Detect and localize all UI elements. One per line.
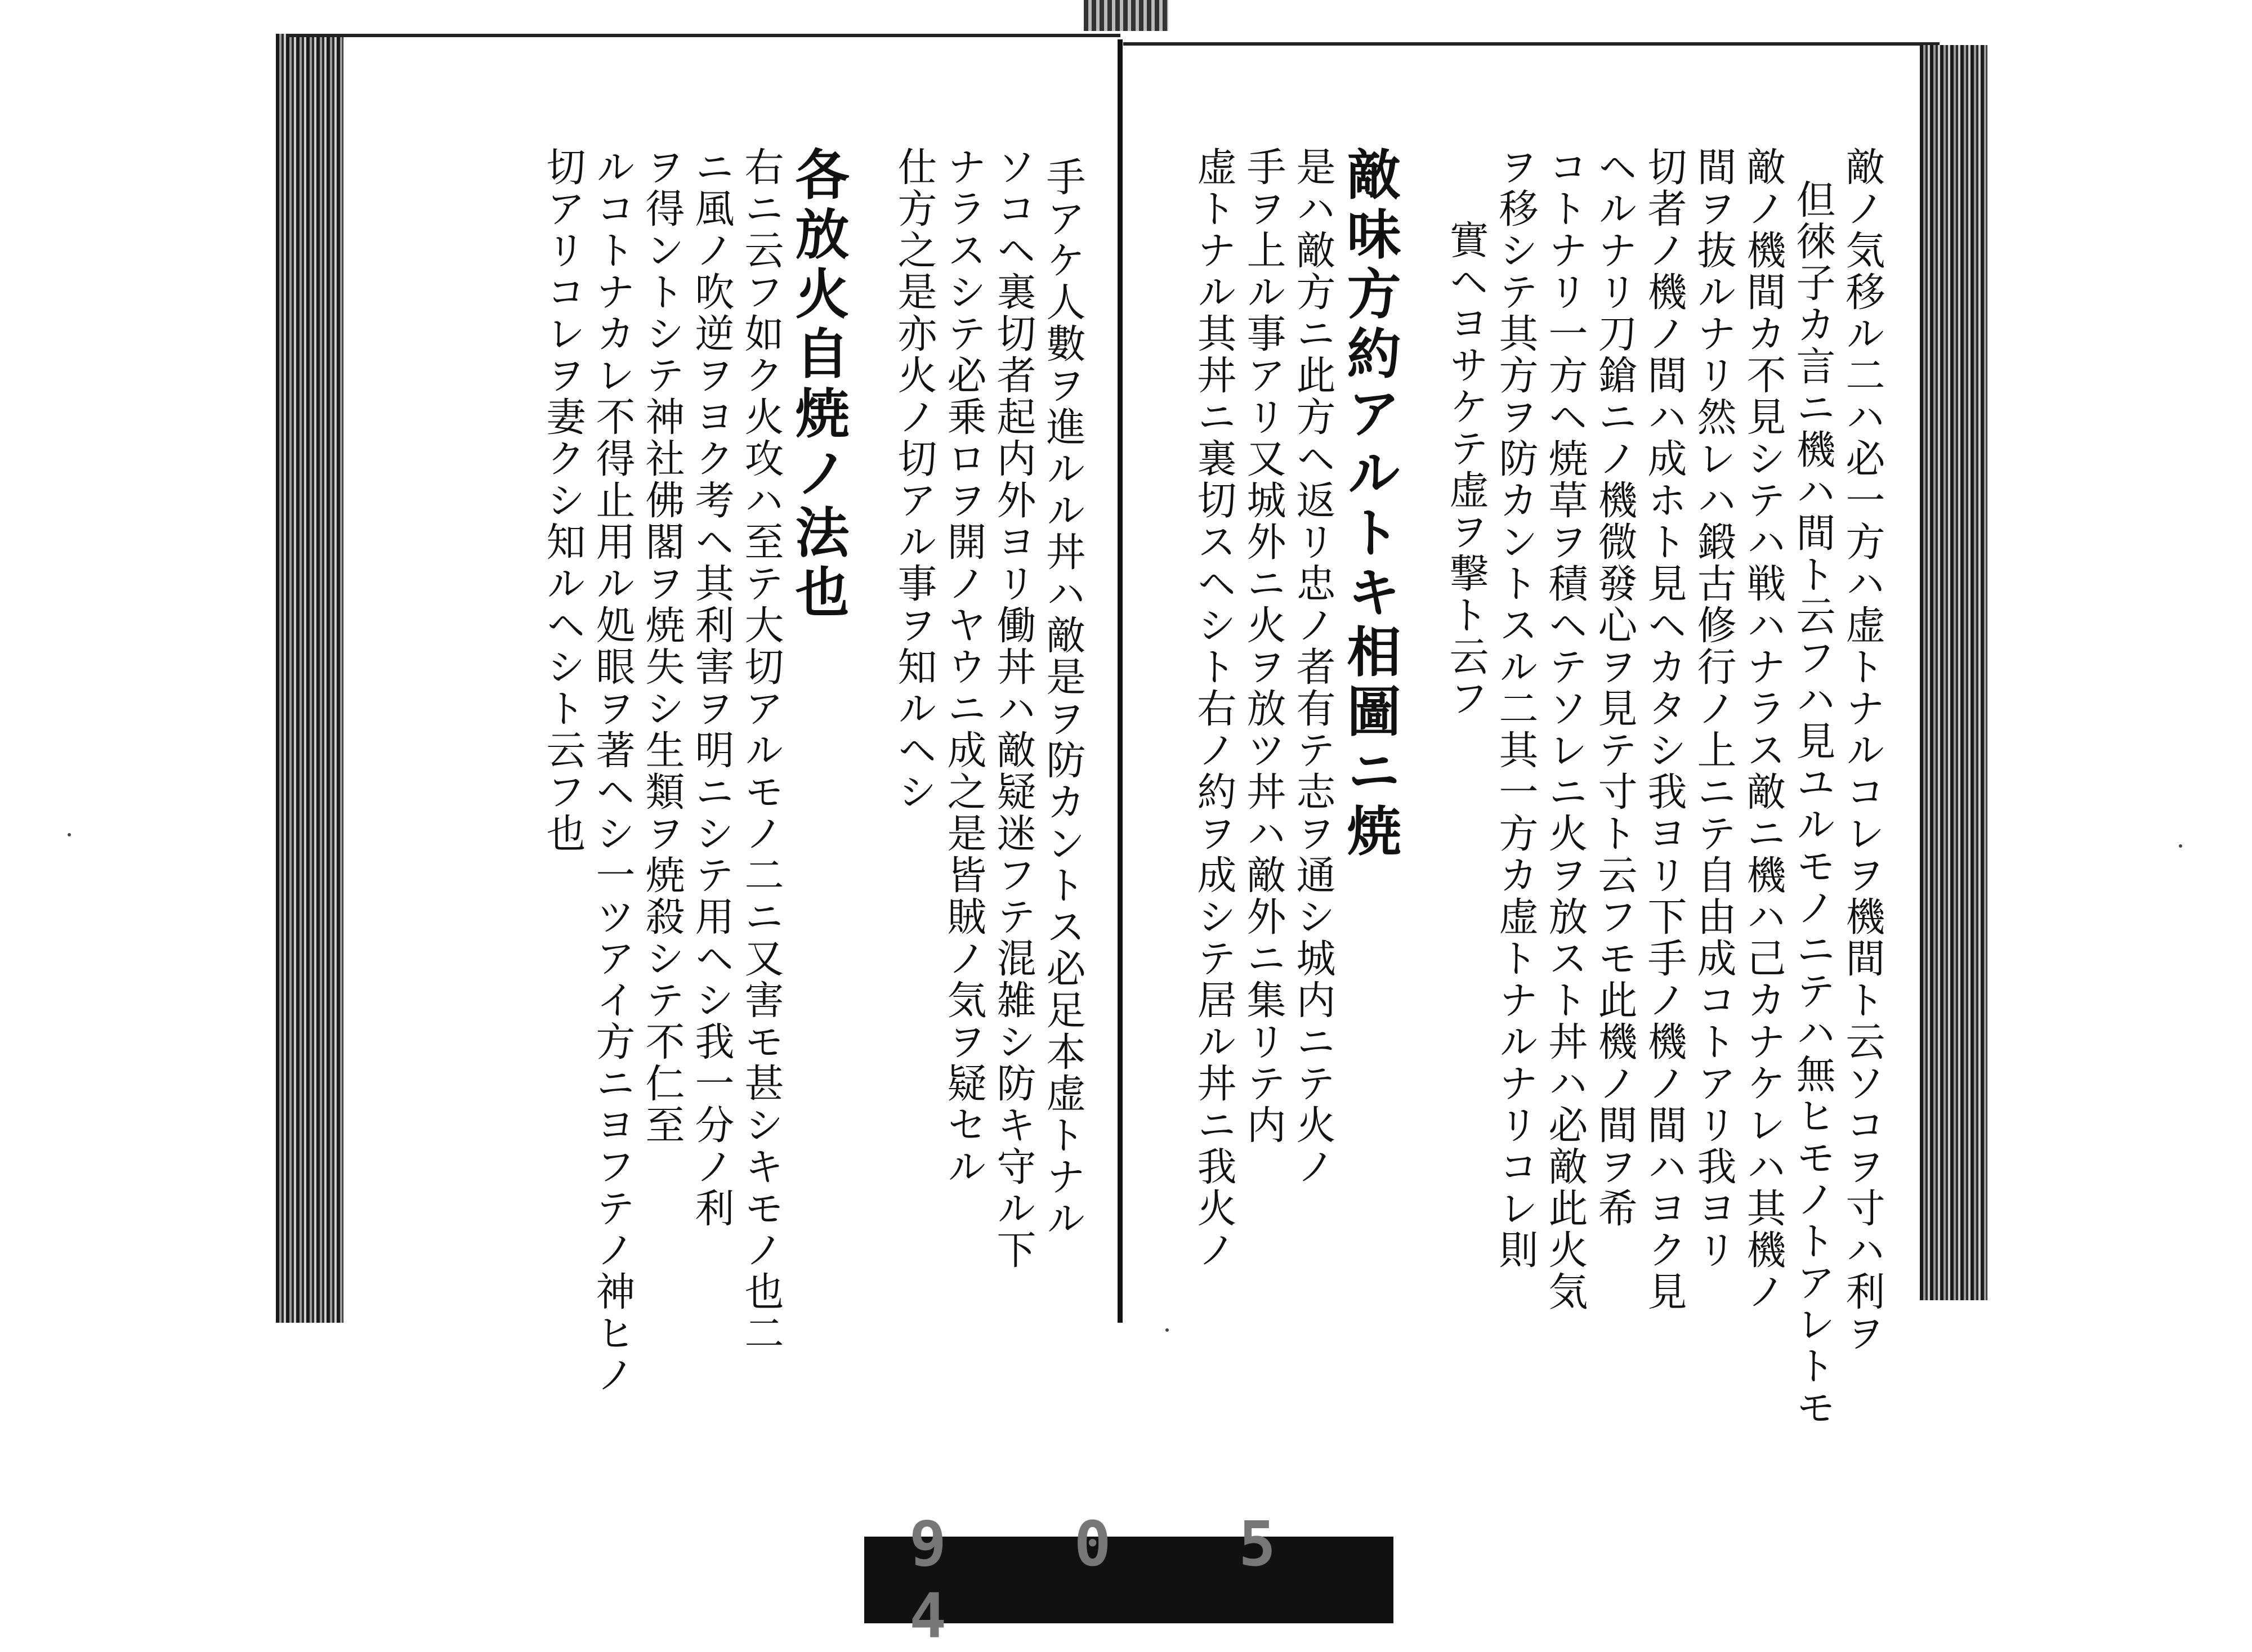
text-column: 間ヲ抜ルナリ然レハ鍛古修行ノ上ニテ自由成コトアリ我ヨリ <box>1691 146 1737 1271</box>
left-page-text <box>484 146 1087 1396</box>
text-column: 虚トナル其丼ニ裏切スヘシト右ノ約ヲ成シテ居ル丼ニ我火ノ <box>1191 146 1237 1271</box>
spine-top-mark <box>1084 0 1168 31</box>
heading-spacer <box>849 146 888 1396</box>
text-column: 切者ノ機ノ間ハ成ホト見ヘカタシ我ヨリ下手ノ機ノ間ハヨク見 <box>1641 146 1687 1313</box>
text-column: 是ハ敵方ニ此方ヘ返リ忠ノ者有テ志ヲ通シ城内ニテ火ノ <box>1290 146 1336 1188</box>
book-spine <box>1118 39 1123 1323</box>
text-column: ニ風ノ吹逆ヲヨク考ヘ其利害ヲ明ニシテ用ヘシ我一分ノ利 <box>689 146 735 1229</box>
text-column: 手アケ人數ヲ進ルル丼ハ敵是ヲ防カントス必足本虚トナル <box>1040 156 1086 1239</box>
section-heading: 各放火自焼ノ法也 <box>787 146 850 624</box>
text-column: 實ヘヨサケテ虚ヲ撃ト云フ <box>1443 220 1489 719</box>
right-page-edge <box>1920 45 1987 1300</box>
scan-speck <box>2179 844 2182 848</box>
section-heading: 敵味方約アルトキ相圖ニ焼 <box>1338 146 1402 862</box>
right-page-text <box>1143 146 1886 1429</box>
text-column: 但徠子カ言ニ機ハ間ト云フハ見ユルモノニテハ無ヒモノトアレトモ <box>1790 179 1836 1429</box>
text-column: ソコヘ裏切者起内外ヨリ働丼ハ敵疑迷フテ混雑シ防キ守ル下 <box>990 146 1036 1271</box>
text-column: ナラスシテ必乗ロヲ開ノヤウニ成之是皆賊ノ気ヲ疑セル <box>941 146 987 1188</box>
text-column: 手ヲ上ル事アリ又城外ニ火ヲ放ツ丼ハ敵外ニ集リテ内 <box>1240 146 1286 1146</box>
text-column: コトナリ一方ヘ焼草ヲ積ヘテソレニ火ヲ放スト丼ハ必敵此火気 <box>1542 146 1588 1313</box>
page-number-plate <box>864 1508 1393 1652</box>
text-column: ルコトナカレ不得止用ル処眼ヲ著ヘシ一ツアイ方ニヨフテノ神ヒノ <box>589 146 636 1396</box>
text-column: 敵ノ気移ル二ハ必一方ハ虚トナルコレヲ機間ト云ソコヲ寸ハ利ヲ <box>1839 146 1885 1354</box>
text-column: ヘルナリ刀鎗ニノ機微發心ヲ見テ寸ト云フモ此機ノ間ヲ希 <box>1592 146 1638 1229</box>
text-column: ヲ移シテ其方ヲ防カントスル二其一方カ虚トナルナリコレ則 <box>1493 146 1539 1271</box>
heading-spacer <box>1401 146 1440 1429</box>
text-column: 敵ノ機間カ不見シテハ戦ハナラス敵ニ機ハ己カナケレハ其機ノ <box>1740 146 1786 1313</box>
left-page-top-border <box>287 34 1120 37</box>
text-column: ヲ得ントシテ神社佛閣ヲ焼失シ生類ヲ焼殺シテ不仁至 <box>639 146 685 1146</box>
scan-speck <box>1165 1328 1169 1332</box>
text-column: 右ニ云フ如ク火攻ハ至テ大切アルモノ二ニ又害モ甚シキモノ也二 <box>738 146 784 1354</box>
scan-speck <box>68 833 71 836</box>
left-page-edge <box>276 34 343 1323</box>
page-number-text: 9 0 5 4 <box>909 1508 1321 1652</box>
text-column: 切アリコレヲ妻クシ知ルヘシト云フ也 <box>540 146 586 854</box>
right-page-top-border <box>1123 42 1940 46</box>
text-column: 仕方之是亦火ノ切アル事ヲ知ルヘシ <box>891 146 937 813</box>
